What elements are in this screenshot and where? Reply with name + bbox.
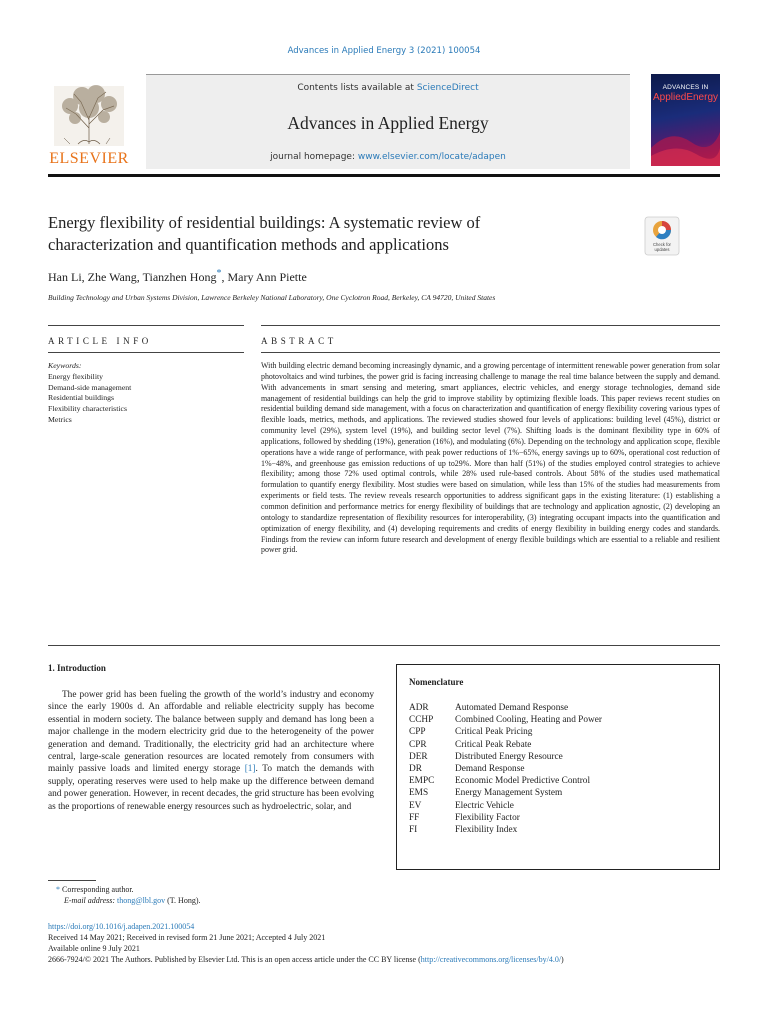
homepage-line: journal homepage: www.elsevier.com/locate/adapen [270, 152, 506, 162]
journal-citation[interactable]: Advances in Applied Energy 3 (2021) 100054 [287, 46, 481, 56]
keyword-item: Residential buildings [48, 393, 115, 403]
article-info-heading: ARTICLE INFO [48, 336, 152, 346]
nomenclature-row: FF Flexibility Factor [409, 812, 520, 823]
nomenclature-title: Nomenclature [409, 677, 464, 687]
svg-text:updates: updates [654, 247, 670, 252]
doi-link[interactable]: https://doi.org/10.1016/j.adapen.2021.100054 [48, 922, 195, 931]
footnote: * Corresponding author. E-mail address: thong@lbl.gov (T. Hong). [56, 885, 201, 905]
nomenclature-row: CPR Critical Peak Rebate [409, 739, 532, 750]
keyword-item: Demand-side management [48, 382, 132, 392]
abstract-mid-rule [261, 352, 720, 353]
corresponding-author-mark[interactable]: * [216, 268, 222, 279]
article-title: Energy flexibility of residential buildings: A systematic review of characterization and quantification methods and applications [48, 213, 481, 254]
nomenclature-row: FI Flexibility Index [409, 825, 518, 836]
footnote-mark: * [56, 885, 60, 894]
cover-graphic [651, 108, 720, 166]
authors: Han Li, Zhe Wang, Tianzhen Hong*, Mary Ann Piette [48, 268, 307, 284]
elsevier-wordmark: ELSEVIER [49, 150, 129, 167]
nomenclature-row: DR Demand Response [409, 764, 525, 775]
keywords-block [48, 361, 131, 426]
cover-line-2: AppliedEnergy [652, 92, 719, 103]
header-divider [48, 174, 720, 177]
article-meta [48, 921, 564, 965]
license-link[interactable]: http://creativecommons.org/licenses/by/4.0/ [420, 955, 562, 964]
abstract-top-rule [261, 325, 720, 326]
contents-line: Contents lists available at ScienceDirect [297, 83, 479, 93]
nomenclature-row: ADR Automated Demand Response [409, 703, 569, 713]
article-info-mid-rule [48, 352, 244, 353]
abstract-bottom-rule [48, 645, 720, 646]
nomenclature-row: DER Distributed Energy Resource [409, 751, 563, 762]
svg-text:Check for: Check for [653, 242, 671, 247]
keyword-item: Energy flexibility [48, 371, 104, 381]
section-heading-introduction: 1. Introduction [48, 663, 106, 673]
keyword-item: Flexibility characteristics [48, 404, 128, 414]
nomenclature-list [409, 702, 709, 836]
affiliation: Building Technology and Urban Systems Division, Lawrence Berkeley National Laboratory, One Cyclotron Road, Berkeley, CA 94720, United States [48, 293, 496, 302]
received-dates: Received 14 May 2021; Received in revised form 21 June 2021; Accepted 4 July 2021 [48, 933, 326, 942]
reference-link[interactable]: [1] [244, 764, 256, 775]
nomenclature-row: EMS Energy Management System [409, 788, 563, 799]
introduction-text: The power grid has been fueling the growth of the world’s industry and economy since the early 1900s d. An affordable and reliable electricity supply has become essential in modern society. The balance between supply and demand has long been a major challenge in the modern electricity grid due to the heterogeneity of the power generation and demand. Traditionally, the electricity grid had an architecture where central, large-scale generation resources are located remotely from consumers with mainly passive loads and limited energy storage [1]. To match the demands with supply, operating reserves were used to help make up the difference between demand and power generation. However, in recent decades, the grid structure has been evolving as the proportions of renewable energy resources such as hydroelectric, solar, and [48, 690, 374, 812]
journal-title: Advances in Applied Energy [287, 113, 489, 133]
author-email-link[interactable]: thong@lbl.gov [117, 896, 166, 905]
nomenclature-row: EV Electric Vehicle [409, 800, 514, 811]
abstract-text: With building electric demand becoming increasingly dynamic, and a growing percentage of intermittent renewable power generation from solar photovoltaics and wind turbines, the power grid is facing increasing challenge to manage the real time balance between the supply and demand. With advancements in smart sensing and metering, smart appliances, electric vehicles, and energy storage technologies, demand side management of residential buildings can help the grid to improve stability by optimizing flexible loads. This paper reviews recent studies on residential building demand side management, with a focus on characterization and quantification of energy flexibility covering various types of flexible loads, metrics, methods, and applications. The reviewed studies showed four levels of applications: building level (45%), district or community level (29%), system level (19%), and building sector level (7%). Shifting loads is the dominant flexibility type in 60% of applications, followed by shedding (19%), generation (16%), and modulating (6%). Depending on the technology and application scope, flexible operations have a wide range of performance, with peak power reductions of 1%−65%, energy savings up to 60%, operational cost reduction of 1%−48%, and greenhouse gas emission reductions of up to29%. More than half (51%) of the studies employed control strategies to achieve flexibility; among those 72% used optimal controls, while 28% used rule-based controls. About 58% of the studies used mathematical formulation to quantify energy flexibility. Most studies were based on simulation, while less than 15% of the studies had measurements from experiments or field tests. The review reveals research opportunities to address significant gaps in the existing literature: (1) establishing a common definition and performance metrics for energy flexibility of buildings that are technology and application agnostic, (2) developing an ontology to standardize representation of flexibility resources for interoperability, (3) integrating occupant impacts into the quantification and optimization of energy flexibility, and (4) developing requirements and credits of energy flexibility in building energy codes and standards. Findings from the review can inform future research and development of energy flexible buildings which are essential to a reliable and resilient power grid. [261, 361, 720, 555]
keyword-item: Metrics [48, 414, 72, 424]
article-info-top-rule [48, 325, 244, 326]
journal-cover-image[interactable] [651, 74, 720, 166]
available-online: Available online 9 July 2021 [48, 944, 140, 953]
license-line: 2666-7924/© 2021 The Authors. Published by Elsevier Ltd. This is an open access article under the CC BY license (http://creativecommons.org/licenses/by/4.0/) [48, 955, 564, 964]
nomenclature-row: CCHP Combined Cooling, Heating and Power [409, 715, 602, 726]
homepage-link[interactable]: www.elsevier.com/locate/adapen [357, 152, 506, 162]
keywords-label: Keywords: [48, 361, 82, 370]
nomenclature-row: EMPC Economic Model Predictive Control [409, 776, 591, 787]
sciencedirect-link[interactable]: ScienceDirect [416, 83, 479, 93]
check-for-updates-icon[interactable] [644, 216, 680, 256]
nomenclature-row: CPP Critical Peak Pricing [409, 727, 533, 738]
abstract-heading: ABSTRACT [261, 336, 337, 346]
cover-line-1: ADVANCES IN [662, 84, 709, 91]
footnote-rule [48, 880, 96, 881]
